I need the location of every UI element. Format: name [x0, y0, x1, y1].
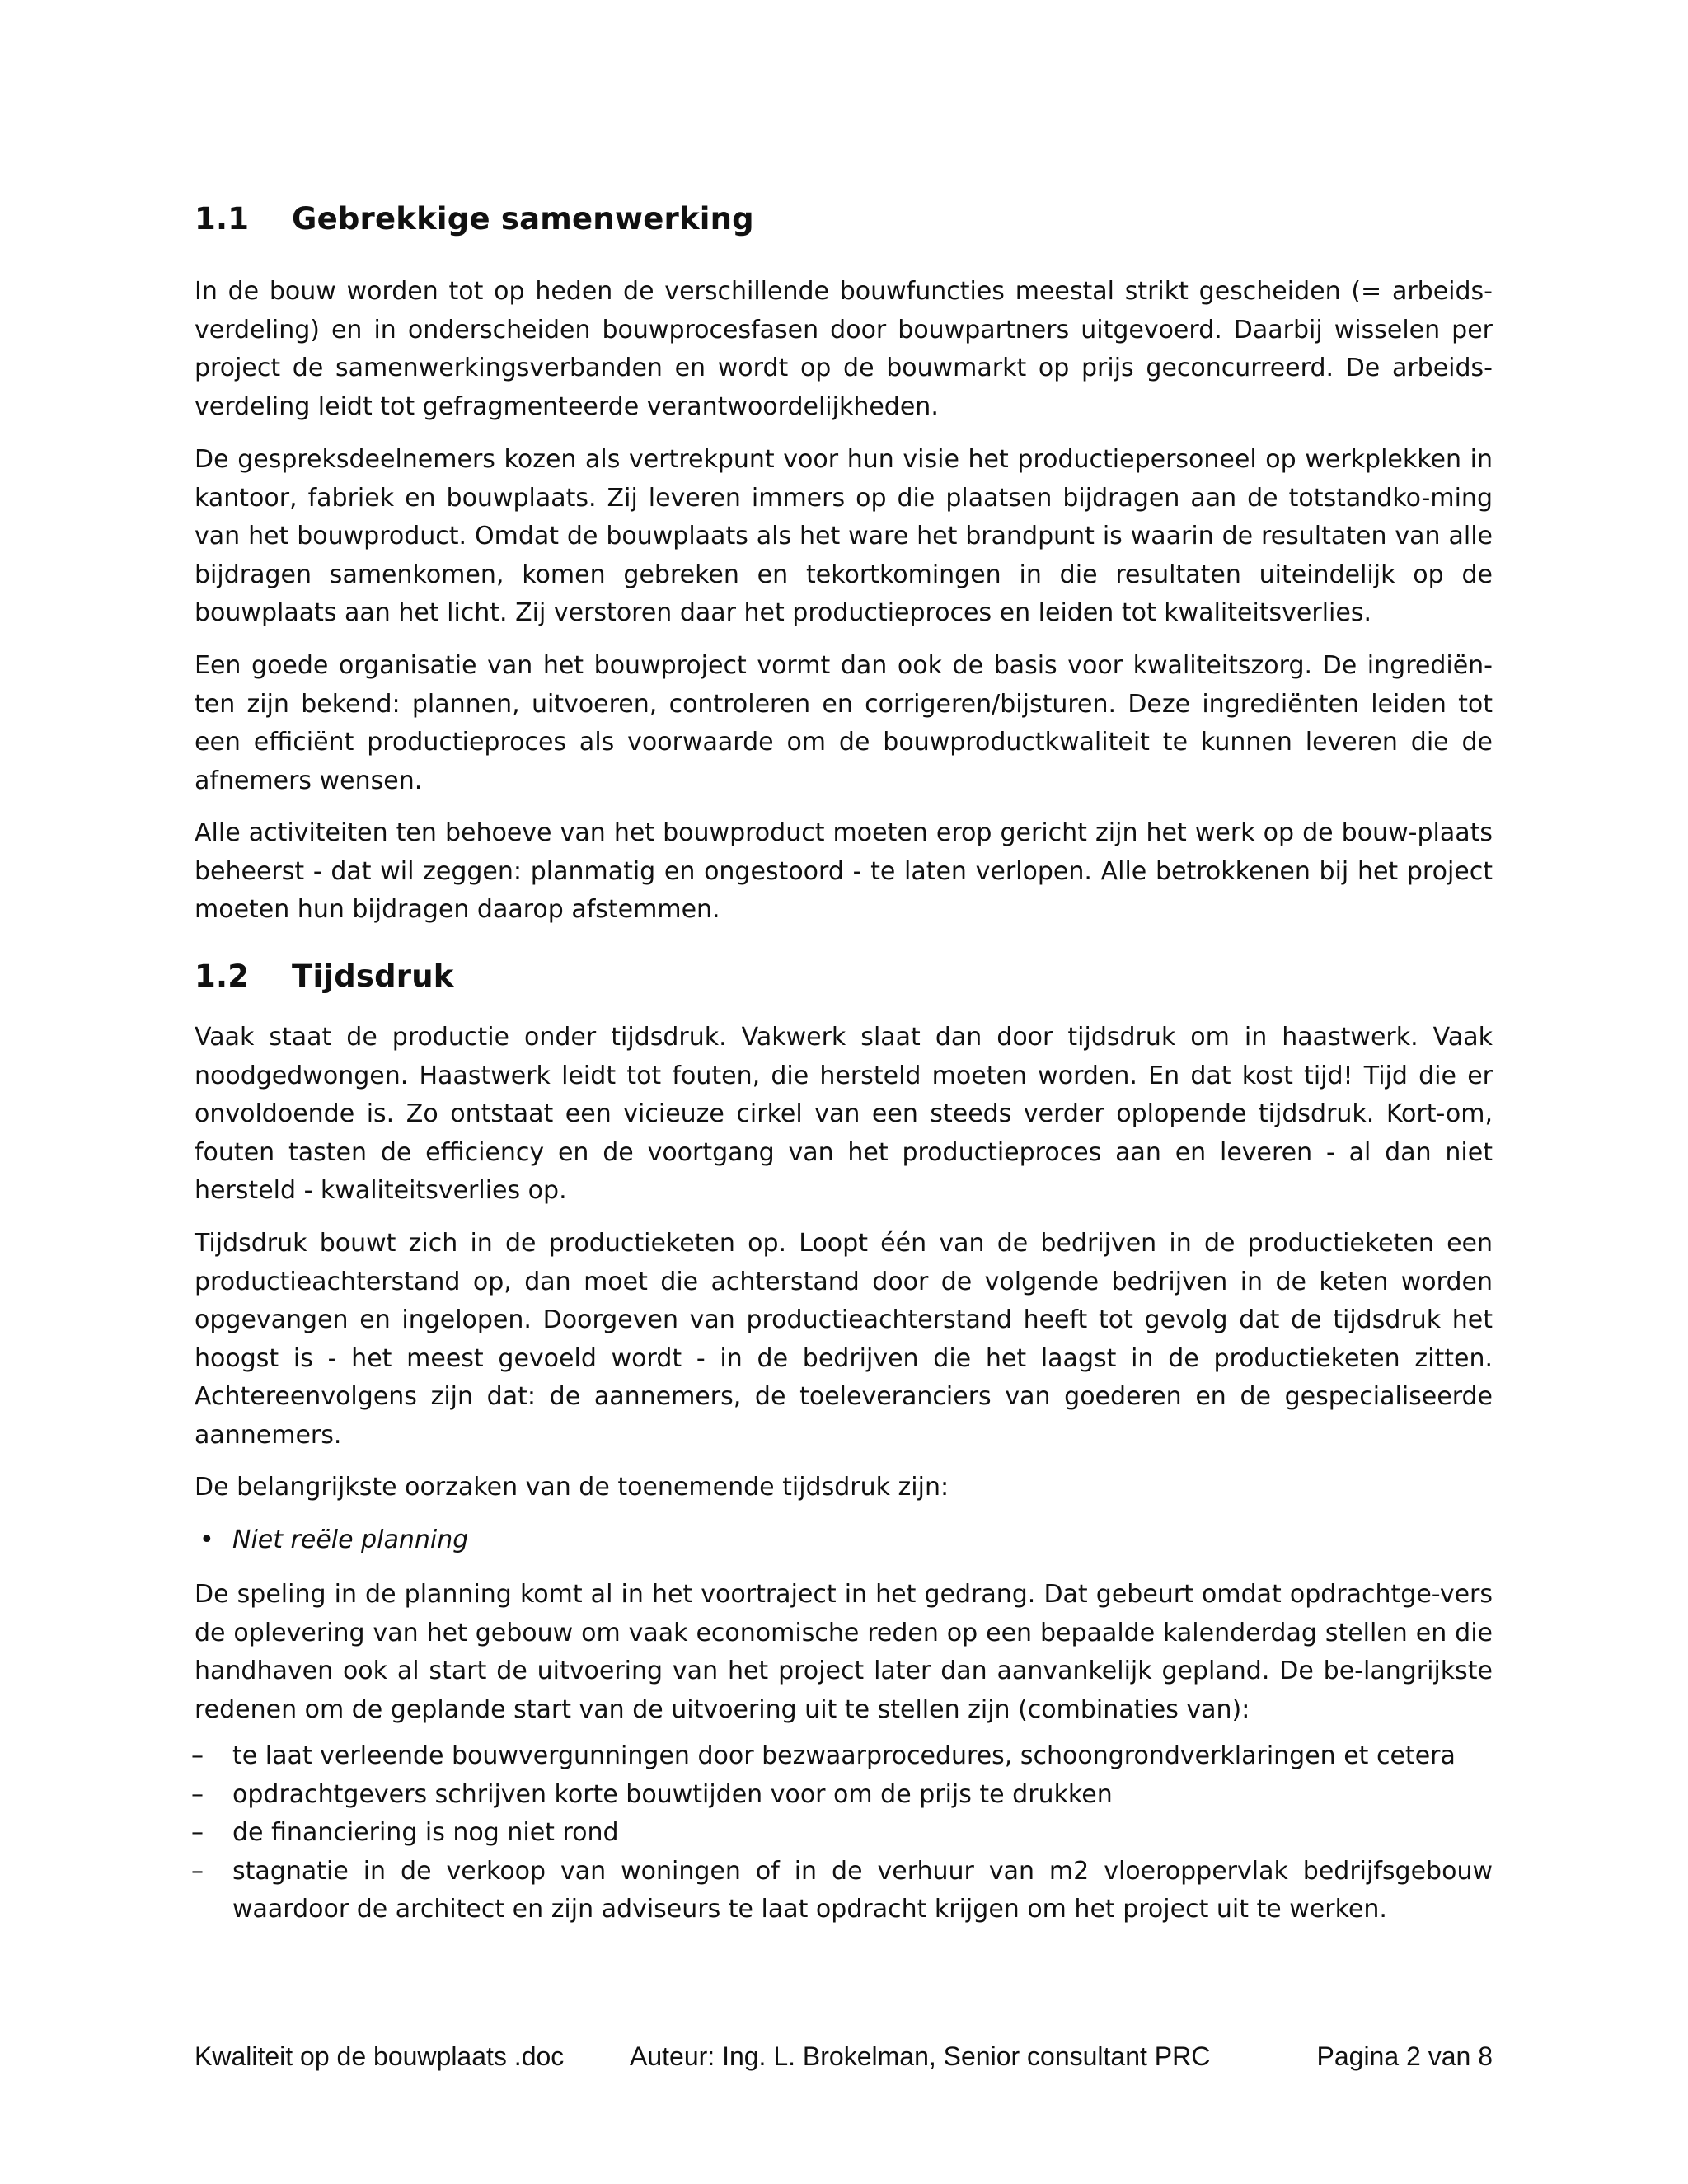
section-heading-1-1 — [195, 201, 754, 237]
paragraph: In de bouw worden tot op heden de verschillende bouwfuncties meestal strikt gescheiden (= arbeids-verdeling) en in onderscheiden bouwprocesfasen door bouwpartners uitgevoerd. Daarbij wisselen per project de samenwerkingsverbanden en wordt op de bouwmarkt op prijs geconcurreerd. De arbeids-verdeling leidt tot gefragmenteerde verantwoordelijkheden. — [195, 277, 1493, 421]
paragraph: Vaak staat de productie onder tijdsdruk. Vakwerk slaat dan door tijdsdruk om in haastwerk. Vaak noodgedwongen. Haastwerk leidt tot fouten, die hersteld moeten worden. En dat kost tijd! Tijd die er onvoldoende is. Zo ontstaat een vicieuze cirkel van een steeds verder oplopende tijdsdruk. Kort-om, fouten tasten de efficiency en de voortgang van het productieproces aan en leveren - al dan niet hersteld - kwaliteitsverlies op. — [195, 1023, 1493, 1205]
list-item-text: opdrachtgevers schrijven korte bouwtijden voor om de prijs te drukken — [232, 1779, 1113, 1809]
paragraph: Tijdsdruk bouwt zich in de productieketen op. Loopt één van de bedrijven in de productieketen een productieachterstand op, dan moet die achterstand door de volgende bedrijven in de keten worden opgevangen en ingelopen. Doorgeven van productieachterstand heeft tot gevolg dat de tijdsdruk het hoogst is - het meest gevoeld wordt - in de bedrijven die het laagst in de productieketen zitten. Achtereenvolgens zijn dat: de aannemers, de toeleveranciers van goederen en de gespecialiseerde aannemers. — [195, 1229, 1493, 1450]
list-item — [191, 1776, 1493, 1815]
paragraph: De speling in de planning komt al in het voortraject in het gedrang. Dat gebeurt omdat opdrachtge-vers de oplevering van het gebouw om vaak economische reden op een bepaalde kalenderdag stellen en die handhaven ook al start de uitvoering van het project later dan aanvankelijk gepland. De be-langrijkste redenen om de geplande start van de uitvoering uit te stellen zijn (combinaties van): — [195, 1580, 1493, 1724]
dash-icon: – — [191, 1818, 204, 1847]
paragraph: Alle activiteiten ten behoeve van het bouwproduct moeten erop gericht zijn het werk op de bouw-plaats beheerst - dat wil zeggen: planmatig en ongestoord - te laten verlopen. Alle betrokkenen bij het project moeten hun bijdragen daarop afstemmen. — [195, 818, 1493, 924]
document-page — [191, 0, 1493, 2184]
page-footer — [195, 2041, 1493, 2078]
dash-list — [191, 1737, 1493, 1929]
section-heading-1-2 — [195, 958, 454, 994]
paragraph: Een goede organisatie van het bouwproject vormt dan ook de basis voor kwaliteitszorg. De ingrediën-ten zijn bekend: plannen, uitvoeren, controleren en corrigeren/bijsturen. Deze ingrediënten leiden tot een efficiënt productieproces als voorwaarde om de bouwproductkwaliteit te kunnen leveren die de afnemers wensen. — [195, 651, 1493, 795]
footer-page-number: Pagina 2 van 8 — [1316, 2041, 1493, 2071]
list-item — [191, 1737, 1493, 1776]
section-title: Tijdsdruk — [292, 958, 454, 994]
list-item-text: te laat verleende bouwvergunningen door bezwaarprocedures, schoongrondverklaringen et cetera — [232, 1741, 1456, 1770]
section-number: 1.2 — [195, 958, 250, 994]
list-item — [191, 1853, 1493, 1929]
list-item-text: de financiering is nog niet rond — [232, 1818, 619, 1847]
section-number: 1.1 — [195, 201, 250, 237]
bullet-icon: • — [199, 1526, 214, 1554]
section-title: Gebrekkige samenwerking — [292, 201, 754, 237]
bullet-text: Niet reële planning — [232, 1526, 469, 1554]
bullet-item — [195, 1521, 468, 1560]
list-item — [191, 1814, 1493, 1853]
footer-filename: Kwaliteit op de bouwplaats .doc — [195, 2041, 565, 2071]
list-item-text: stagnatie in de verkoop van woningen of in de verhuur van m2 vloeroppervlak bedrijfsgebouw waardoor de architect en zijn adviseurs te laat opdracht krijgen om het project uit te werken. — [232, 1856, 1493, 1924]
dash-icon: – — [191, 1779, 204, 1809]
dash-icon: – — [191, 1741, 204, 1770]
paragraph: De gespreksdeelnemers kozen als vertrekpunt voor hun visie het productiepersoneel op werkplekken in kantoor, fabriek en bouwplaats. Zij leveren immers op die plaatsen bijdragen aan de totstandko-ming van het bouwproduct. Omdat de bouwplaats als het ware het brandpunt is waarin de resultaten van alle bijdragen samenkomen, komen gebreken en tekortkomingen in die resultaten uiteindelijk op de bouwplaats aan het licht. Zij verstoren daar het productieproces en leiden tot kwaliteitsverlies. — [195, 445, 1493, 627]
dash-icon: – — [191, 1856, 204, 1886]
paragraph: De belangrijkste oorzaken van de toenemende tijdsdruk zijn: — [195, 1473, 950, 1502]
footer-author: Auteur: Ing. L. Brokelman, Senior consultant PRC — [630, 2041, 1211, 2071]
